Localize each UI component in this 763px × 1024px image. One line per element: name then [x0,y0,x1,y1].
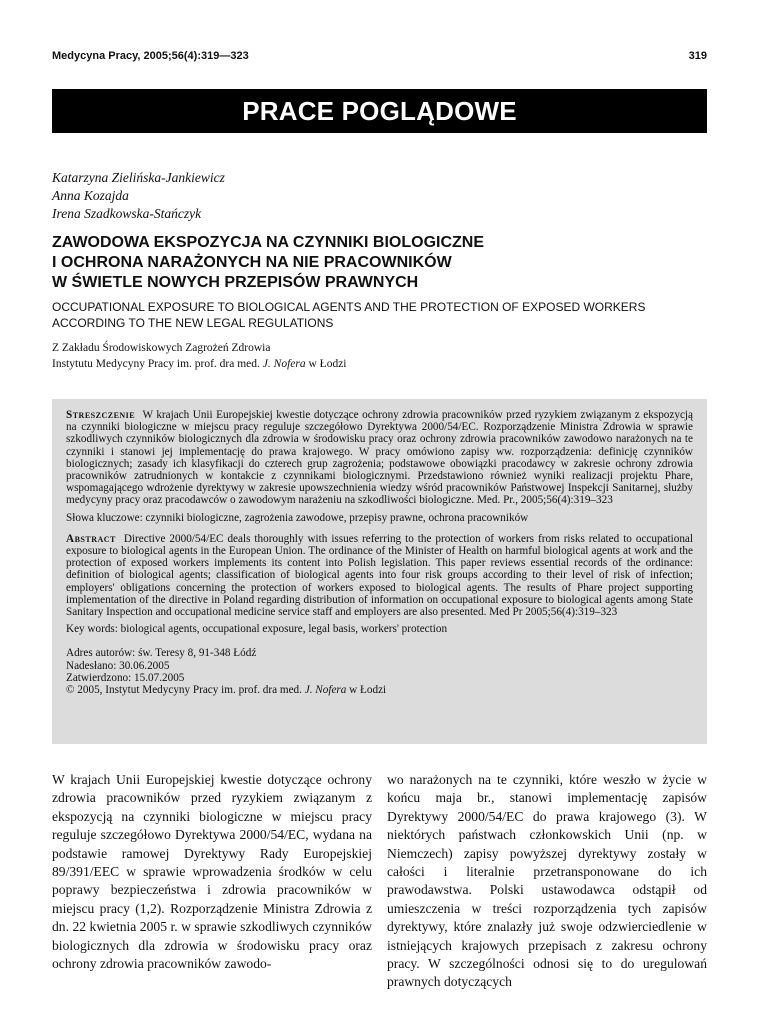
journal-citation: Medycyna Pracy, 2005;56(4):319—323 [52,50,249,62]
abstract-label: Abstract [66,532,116,545]
body-column-left [52,771,372,973]
affiliation-patron: J. Nofera [262,358,306,370]
article-metadata [66,647,693,696]
streszczenie-label: Streszczenie [66,409,136,421]
affiliation-institute: Instytutu Medycyny Pracy im. prof. dra med. [52,358,260,370]
affiliation-line [52,356,347,372]
keywords-polish: Słowa kluczowe: czynniki biologiczne, zagrożenia zawodowe, przepisy prawne, ochrona pracowników [66,511,529,524]
body-column-right [387,771,707,992]
keywords-english: Key words: biological agents, occupational exposure, legal basis, workers' protection [66,623,448,636]
accepted-date: Zatwierdzono: 15.07.2005 [66,671,185,684]
author-name: Katarzyna Zielińska-Jankiewicz [52,170,225,185]
abstract-paragraph [66,533,693,618]
title-line: W ŚWIETLE NOWYCH PRZEPISÓW PRAWNYCH [52,274,419,291]
copyright-patron: J. Nofera [304,684,347,697]
body-paragraph: W krajach Unii Europejskiej kwestie dotyczące ochrony zdrowia pracowników przed ryzykiem związanym z ekspozycją na czynniki biologiczne w miejscu pracy reguluje szczegółowo Dyrektywa 2000/54/EC, wydana na podstawie ramowej Dyrektywy Rady Europejskiej 89/391/EEC w sprawie wprowadzenia środków w celu poprawy bezpieczeństwa i zdrowia pracowników w miejscu pracy (1,2). Rozporządzenie Ministra Zdrowia z dn. 22 kwietnia 2005 r. w sprawie szkodliwych czynników biologicznych dla zdrowia w środowisku pracy oraz ochrony zdrowia pracowników zawodo- [52,772,372,972]
streszczenie-paragraph [66,409,693,507]
author-name: Anna Kozajda [52,188,129,203]
copyright-line [66,684,693,696]
abstract-box [52,399,707,744]
affiliation-line: Z Zakładu Środowiskowych Zagrożeń Zdrowia [52,342,271,354]
affiliation [52,340,347,372]
abstract-text: Directive 2000/54/EC deals thoroughly with issues referring to the protection of workers from risks related to occupational exposure to biological agents in the European Union. The ordinance of the Minister of Health on harmful biological agents at work and the protection of exposed workers implements its content into Polish legislation. This paper reviews essential records of the ordinance: definition of biological agents; classification of biological agents into four risk groups according to their level of risk of infection; employers' obligations concerning the protection of workers exposed to biological agents. The results of Phare project supporting implementation of the directive in Poland regarding distribution of information on occupational exposure to biological agents among State Sanitary Inspection and occupational medicine service staff and employers are also presented. Med Pr 2005;56(4):319–323 [66,532,694,619]
received-date: Nadesłano: 30.06.2005 [66,659,170,672]
body-paragraph: wo narażonych na te czynniki, które weszło w życie w końcu maja br., stanowi implementację zapisów Dyrektywy 2000/54/EC do prawa krajowego (3). W niektórych państwach członkowskich Unii (np. w Niemczech) zapisy powyższej dyrektywy zostały w całości i literalnie przetransponowane do ich prawodawstwa. Polski ustawodawca odstąpił od umieszczenia w treści rozporządzenia tych zapisów dyrektywy, które znalazły już swoje odzwierciedlenie w istniejących krajowych przepisach z zakresu ochrony pracy. W szczególności odnosi się to do uregulowań prawnych dotyczących [387,772,707,990]
author-name: Irena Szadkowska-Stańczyk [52,206,202,221]
copyright-city: w Łodzi [349,684,387,697]
page-number: 319 [688,50,707,62]
title-line: ZAWODOWA EKSPOZYCJA NA CZYNNIKI BIOLOGICZNE [52,234,485,251]
streszczenie-text: W krajach Unii Europejskiej kwestie dotyczące ochrony zdrowia pracowników przed ryzykiem związanym z ekspozycją na czynniki biologiczne w miejscu pracy reguluje szczegółowo Dyrektywa 2000/54/EC. Rozporządzenie Ministra Zdrowia w sprawie szkodliwych czynników biologicznych dla zdrowia w środowisku pracy oraz ochrony zdrowia pracowników zawodowo narażonych na te czynniki i stanowi jej implementację do prawa krajowego. W pracy omówiono zapisy ww. rozporządzenia: definicję czynników biologicznych; zasady ich klasyfikacji do czterech grup zagrożenia; podstawowe obowiązki pracodawcy w zakresie ochrony zdrowia pracowników zatrudnionych w kontakcie z czynnikami biologicznymi. Przedstawiono również wyniki realizacji projektu Phare, wspomagającego wdrożenie dyrektywy w zakresie upowszechnienia wiedzy wśród pracowników Państwowej Inspekcji Sanitarnej, służby medycyny pracy oraz pracodawców o zawodowym narażeniu na szkodliwości biologiczne. Med. Pr., 2005;56(4):319–323 [66,409,693,507]
affiliation-city: w Łodzi [308,358,347,370]
copyright-holder: © 2005, Instytut Medycyny Pracy im. prof. dra med. [66,684,302,697]
author-list [52,169,225,223]
article-title-english: OCCUPATIONAL EXPOSURE TO BIOLOGICAL AGENTS AND THE PROTECTION OF EXPOSED WORKERS ACCORDING TO THE NEW LEGAL REGULATIONS [52,300,646,330]
article-title-polish [52,233,707,293]
title-line: I OCHRONA NARAŻONYCH NA NIE PRACOWNIKÓW [52,254,452,271]
author-address: Adres autorów: św. Teresy 8, 91-348 Łódź [66,647,257,660]
section-banner: PRACE POGLĄDOWE [52,89,707,133]
